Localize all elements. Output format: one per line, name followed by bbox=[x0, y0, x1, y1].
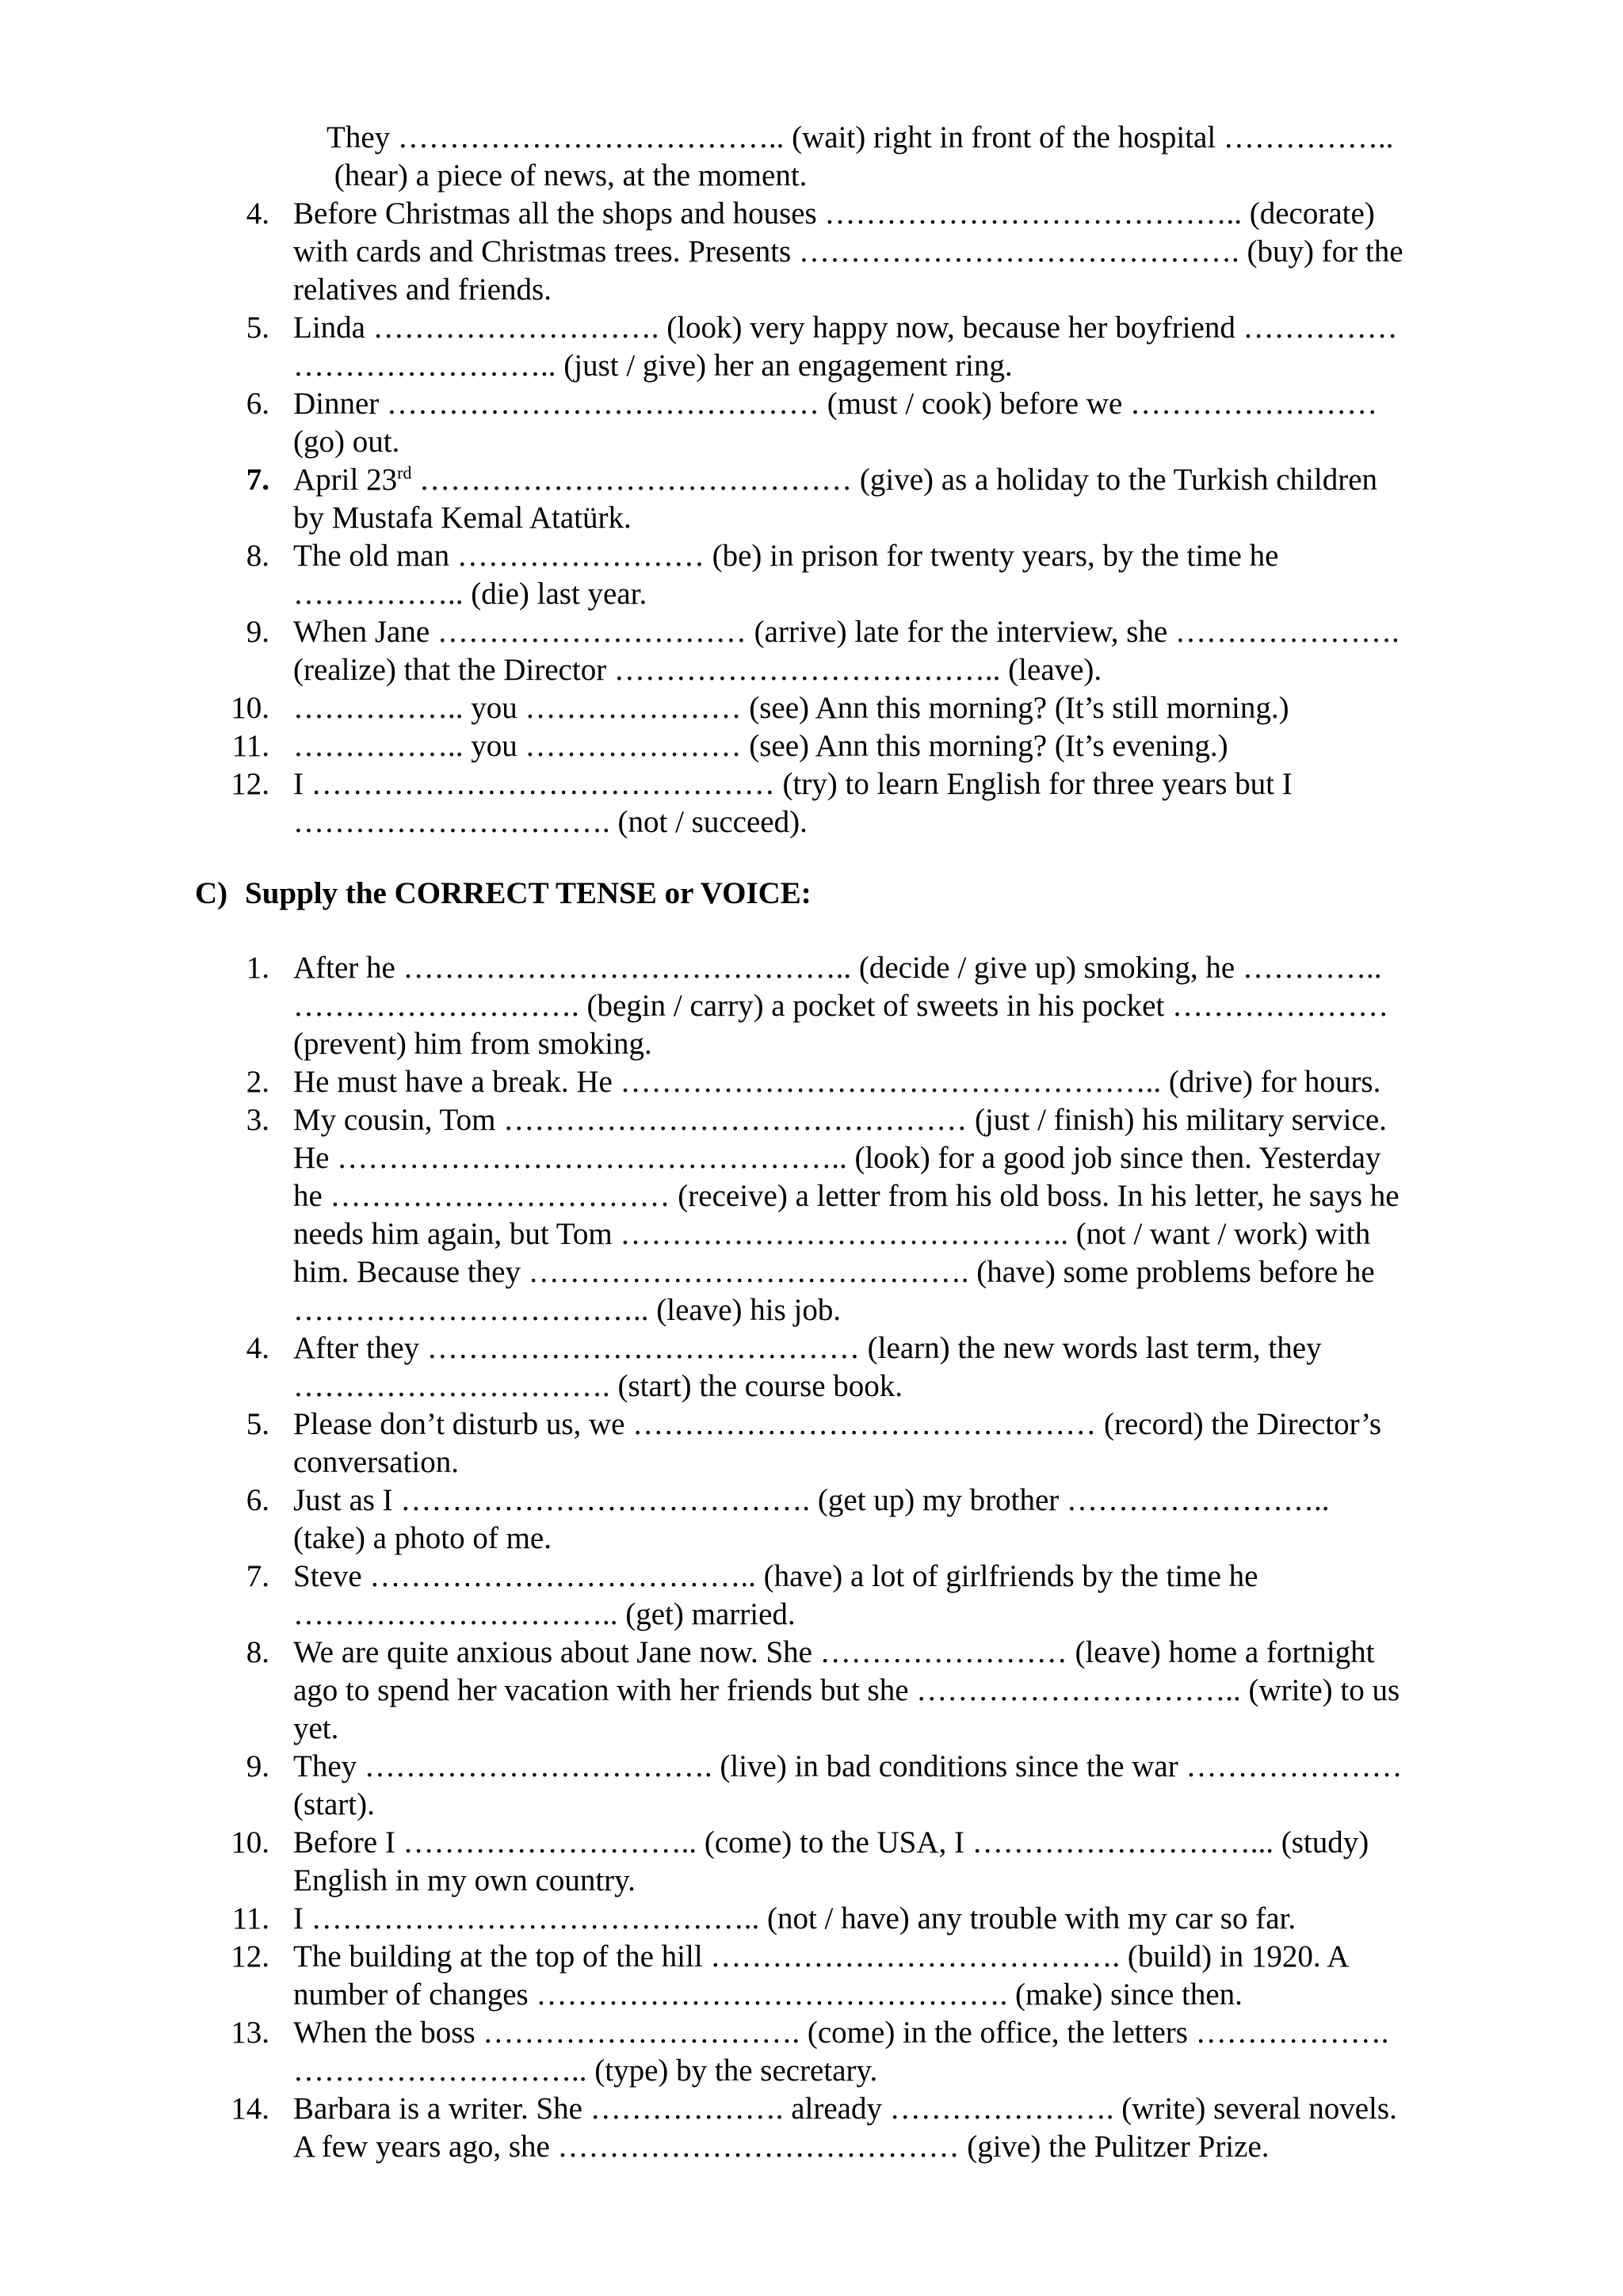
c-item-13-line-2: ……………………….. (type) by the secretary. bbox=[293, 2054, 878, 2088]
b-item-7-rest: …………………………………… (give) as a holiday to the Turkish children bbox=[411, 463, 1378, 497]
c-item-9-line-2: (start). bbox=[293, 1787, 375, 1821]
b-item-6-line-2: (go) out. bbox=[293, 425, 400, 459]
c-item-3-line-3: he …………………………… (receive) a letter from his old boss. In his letter, he says he bbox=[293, 1179, 1400, 1213]
c-item-8-line-3: yet. bbox=[293, 1711, 339, 1745]
c-item-7-line-2: ………………………….. (get) married. bbox=[293, 1597, 796, 1631]
c-item-13-line-1: When the boss …………………………. (come) in the office, the letters ………………. bbox=[293, 2016, 1389, 2050]
b-item-4-number: 4. bbox=[246, 196, 269, 231]
b-item-4-line-3: relatives and friends. bbox=[293, 273, 552, 307]
c-item-7-number: 7. bbox=[246, 1559, 269, 1593]
c-item-4-line-1: After they …………………………………… (learn) the new words last term, they bbox=[293, 1331, 1322, 1365]
c-item-14-number: 14. bbox=[231, 2092, 269, 2126]
b-item-12-number: 12. bbox=[231, 767, 269, 801]
c-item-9-number: 9. bbox=[246, 1749, 269, 1783]
b-item-7-ordinal: rd bbox=[397, 463, 412, 482]
b-item-7-line-1 bbox=[293, 461, 1377, 499]
b-3-line-2: (hear) a piece of news, at the moment. bbox=[327, 158, 808, 193]
b-item-9-line-1: When Jane ………………………… (arrive) late for the interview, she …………………. bbox=[293, 615, 1400, 649]
c-item-4-line-2: …………………………. (start) the course book. bbox=[293, 1369, 903, 1403]
b-item-9-number: 9. bbox=[246, 615, 269, 649]
c-item-14-line-1: Barbara is a writer. She ………………. already …………………. (write) several novels. bbox=[293, 2092, 1397, 2126]
c-item-3-line-1: My cousin, Tom ……………………………………… (just / finish) his military service. bbox=[293, 1103, 1387, 1137]
c-item-10-line-1: Before I ……………………….. (come) to the USA, I ………………………... (study) bbox=[293, 1825, 1369, 1859]
c-item-11-line-1: I …………………………………….. (not / have) any trouble with my car so far. bbox=[293, 1901, 1296, 1936]
section-c-title: Supply the CORRECT TENSE or VOICE: bbox=[245, 876, 812, 910]
b-item-4-line-1: Before Christmas all the shops and houses ………………………………….. (decorate) bbox=[293, 196, 1375, 231]
b-item-5-line-1: Linda ………………………. (look) very happy now, because her boyfriend …………… bbox=[293, 311, 1398, 345]
c-item-1-line-2: ………………………. (begin / carry) a pocket of sweets in his pocket ………………… bbox=[293, 989, 1389, 1023]
c-item-13-number: 13. bbox=[231, 2016, 269, 2050]
b-item-10-number: 10. bbox=[231, 691, 269, 725]
b-item-6-number: 6. bbox=[246, 387, 269, 421]
c-item-12-number: 12. bbox=[231, 1939, 269, 1974]
b-item-6-line-1: Dinner …………………………………… (must / cook) before we …………………… bbox=[293, 387, 1378, 421]
c-item-5-line-2: conversation. bbox=[293, 1445, 460, 1479]
c-item-12-line-2: number of changes ………………………………………. (make) since then. bbox=[293, 1978, 1243, 2012]
c-item-7-line-1: Steve ……………………………….. (have) a lot of girlfriends by the time he bbox=[293, 1559, 1258, 1593]
b-3-line-1: They ……………………………….. (wait) right in front of the hospital …………….. bbox=[327, 120, 1394, 154]
c-item-11-number: 11. bbox=[231, 1901, 269, 1936]
c-item-6-number: 6. bbox=[246, 1483, 269, 1517]
b-item-12-line-2: …………………………. (not / succeed). bbox=[293, 805, 808, 839]
c-item-8-line-2: ago to spend her vacation with her friends but she ………………………….. (write) to us bbox=[293, 1673, 1400, 1707]
c-item-2-line-1: He must have a break. He …………………………………………….. (drive) for hours. bbox=[293, 1065, 1381, 1099]
b-item-7-line-2: by Mustafa Kemal Atatürk. bbox=[293, 501, 632, 535]
c-item-4-number: 4. bbox=[246, 1331, 269, 1365]
b-item-10-line-1: …………….. you ………………… (see) Ann this morning? (It’s still morning.) bbox=[293, 691, 1289, 725]
b-item-12-line-1: I ……………………………………… (try) to learn English for three years but I bbox=[293, 767, 1293, 801]
c-item-3-number: 3. bbox=[246, 1103, 269, 1137]
c-item-6-line-2: (take) a photo of me. bbox=[293, 1521, 552, 1555]
section-c-label: C) bbox=[195, 876, 228, 910]
c-item-8-number: 8. bbox=[246, 1635, 269, 1669]
c-item-6-line-1: Just as I …………………………………. (get up) my brother …………………….. bbox=[293, 1483, 1330, 1517]
c-item-10-number: 10. bbox=[231, 1825, 269, 1859]
c-item-9-line-1: They ……………………………. (live) in bad conditions since the war ………………… bbox=[293, 1749, 1403, 1783]
c-item-5-line-1: Please don’t disturb us, we ……………………………………… (record) the Director’s bbox=[293, 1407, 1382, 1441]
b-item-8-number: 8. bbox=[246, 539, 269, 573]
c-item-10-line-2: English in my own country. bbox=[293, 1863, 636, 1897]
b-item-11-number: 11. bbox=[231, 729, 269, 763]
c-item-12-line-1: The building at the top of the hill …………………………………. (build) in 1920. A bbox=[293, 1939, 1350, 1974]
b-item-7-number: 7. bbox=[246, 463, 269, 497]
b-item-8-line-1: The old man …………………… (be) in prison for twenty years, by the time he bbox=[293, 539, 1279, 573]
b-item-5-line-2: …………………….. (just / give) her an engagement ring. bbox=[293, 349, 1013, 383]
b-item-5-number: 5. bbox=[246, 311, 269, 345]
b-item-8-line-2: …………….. (die) last year. bbox=[293, 577, 647, 611]
c-item-1-line-1: After he …………………………………….. (decide / give up) smoking, he ………….. bbox=[293, 951, 1382, 985]
c-item-3-line-5: him. Because they ……………………………………. (have) some problems before he bbox=[293, 1255, 1375, 1289]
c-item-3-line-6: …………………………….. (leave) his job. bbox=[293, 1293, 842, 1327]
c-item-1-line-3: (prevent) him from smoking. bbox=[293, 1027, 652, 1061]
b-item-4-line-2: with cards and Christmas trees. Presents ……………………………………. (buy) for the bbox=[293, 235, 1403, 269]
b-item-11-line-1: …………….. you ………………… (see) Ann this morning? (It’s evening.) bbox=[293, 729, 1228, 763]
c-item-8-line-1: We are quite anxious about Jane now. She …………………… (leave) home a fortnight bbox=[293, 1635, 1375, 1669]
c-item-1-number: 1. bbox=[246, 951, 269, 985]
c-item-3-line-2: He ………………………………………….. (look) for a good job since then. Yesterday bbox=[293, 1141, 1381, 1175]
b-item-7-date: April 23 bbox=[293, 463, 398, 497]
c-item-3-line-4: needs him again, but Tom …………………………………….. (not / want / work) with bbox=[293, 1217, 1371, 1251]
c-item-5-number: 5. bbox=[246, 1407, 269, 1441]
c-item-2-number: 2. bbox=[246, 1065, 269, 1099]
c-item-14-line-2: A few years ago, she ………………………………… (give) the Pulitzer Prize. bbox=[293, 2130, 1270, 2164]
b-item-9-line-2: (realize) that the Director ……………………………….. (leave). bbox=[293, 653, 1102, 687]
